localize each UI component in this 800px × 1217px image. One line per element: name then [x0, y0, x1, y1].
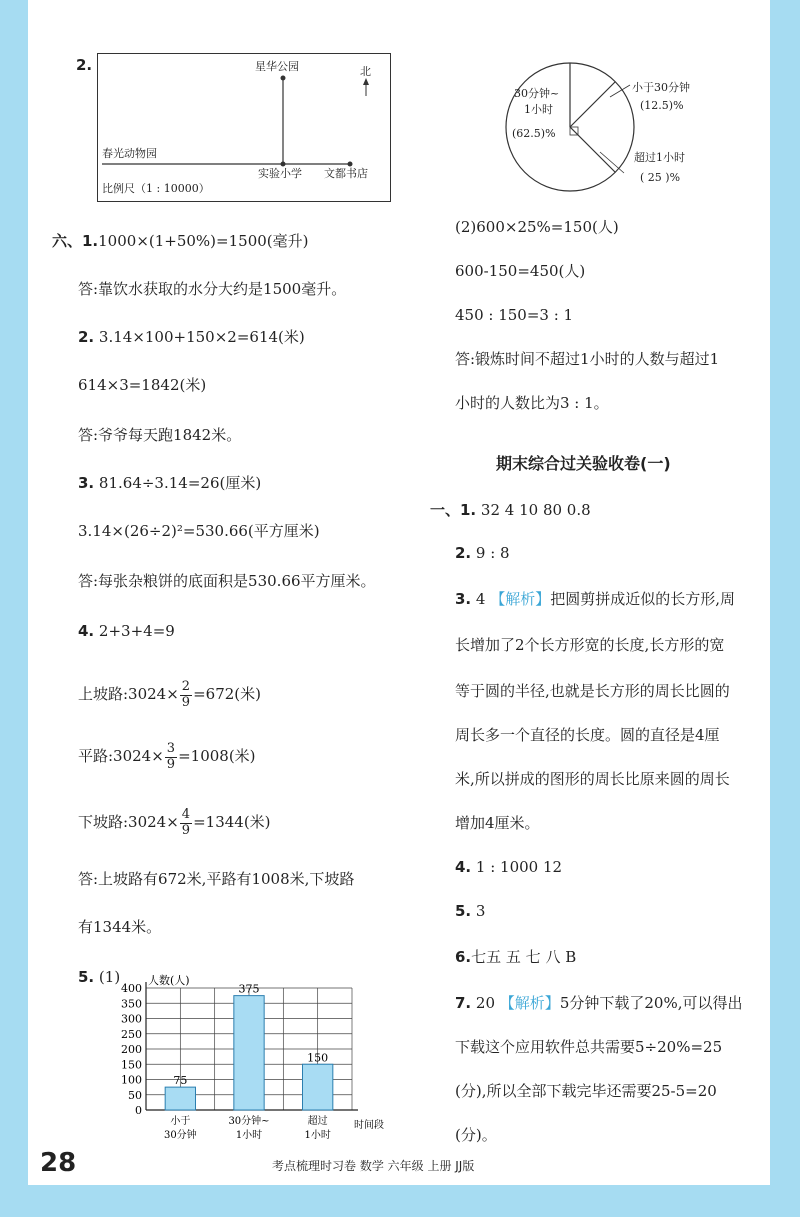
section-title: 期末综合过关验收卷(一)	[496, 454, 671, 473]
r-q3-number: 3.	[455, 590, 472, 608]
q6-1-expression: 1000×(1+50%)=1500(毫升)	[98, 232, 309, 250]
r-q6	[455, 950, 576, 965]
q6-1-number: 六、1.	[52, 232, 99, 250]
y-tick-label: 250	[121, 1027, 142, 1041]
downhill-denominator: 9	[181, 822, 191, 838]
q6-5-number: 5.	[78, 968, 95, 986]
r-q2	[455, 546, 510, 561]
map-north-label: 北	[360, 65, 371, 78]
q6-2-answer: 答:爷爷每天跑1842米。	[78, 426, 242, 444]
r-q3-line6: 增加4厘米。	[455, 814, 540, 832]
page-border-right	[766, 0, 800, 1217]
r-q7-line4: (分)。	[455, 1126, 497, 1144]
q6-2-number: 2.	[78, 328, 95, 346]
part2-line1: (2)600×25%=150(人)	[455, 218, 619, 236]
q6-2	[78, 330, 305, 345]
r-q7-answer: 20	[475, 994, 496, 1012]
y-tick-label: 350	[121, 997, 142, 1011]
bar	[165, 1087, 195, 1110]
y-tick-label: 300	[121, 1012, 142, 1026]
downhill-numerator: 4	[181, 807, 191, 823]
bar	[234, 996, 264, 1110]
part2-answer-line2: 小时的人数比为3 : 1。	[455, 394, 609, 412]
r-q3-line4: 周长多一个直径的长度。圆的直径是4厘	[455, 726, 720, 744]
r-q7-line1: 5分钟下载了20%,可以得出	[559, 994, 743, 1012]
uphill-calc	[78, 676, 261, 712]
flat-fraction	[165, 742, 177, 772]
r-q1	[430, 503, 591, 518]
uphill-prefix: 上坡路:3024×	[78, 685, 179, 703]
q6-3	[78, 476, 261, 491]
flat-prefix: 平路:3024×	[78, 747, 164, 765]
q6-4-answer-line1: 答:上坡路有672米,平路有1008米,下坡路	[78, 870, 355, 888]
q6-4	[78, 624, 175, 639]
r-q3	[455, 592, 735, 607]
pie-label-1-line1: 30分钟~	[514, 87, 560, 100]
y-axis-title: 人数(人)	[148, 974, 190, 987]
r-q3-line1: 把圆剪拼成近似的长方形,周	[550, 590, 736, 608]
category-label: 小于	[170, 1116, 191, 1127]
map-store-label: 文都书店	[324, 167, 368, 180]
flat-result: =1008(米)	[178, 747, 256, 765]
r-q3-line3: 等于圆的半径,也就是长方形的周长比圆的	[455, 682, 730, 700]
flat-denominator: 9	[166, 756, 176, 772]
downhill-result: =1344(米)	[193, 813, 271, 831]
downhill-calc	[78, 804, 271, 840]
r-q6-values: 七五 五 七 八 B	[471, 948, 577, 966]
map-zoo-label: 春光动物园	[102, 147, 157, 160]
y-tick-label: 0	[135, 1104, 142, 1117]
r-q7	[455, 996, 742, 1011]
analysis-tag-2: 【解析】	[499, 994, 560, 1012]
bar-value-label: 375	[238, 982, 260, 996]
page-border-bottom	[0, 1185, 800, 1217]
r-q3-line2: 长增加了2个长方形宽的长度,长方形的宽	[455, 636, 725, 654]
part2-line3: 450 : 150=3 : 1	[455, 306, 574, 324]
r-q5-value: 3	[475, 902, 486, 920]
category-label: 1小时	[235, 1130, 263, 1141]
category-label: 30分钟	[163, 1130, 197, 1141]
part2-answer-line1: 答:锻炼时间不超过1小时的人数与超过1	[455, 350, 720, 368]
q6-2-expression: 3.14×100+150×2=614(米)	[98, 328, 305, 346]
r-q2-values: 9 : 8	[475, 544, 510, 562]
r-q7-line3: (分),所以全部下载完毕还需要25-5=20	[455, 1082, 717, 1100]
map-scale-label: 比例尺（1 : 10000）	[102, 182, 210, 195]
q6-1	[52, 234, 309, 249]
map-park-label: 星华公园	[255, 60, 299, 73]
q6-4-number: 4.	[78, 622, 95, 640]
x-axis-title: 时间段	[354, 1120, 384, 1131]
pie-label-3-line1: 超过1小时	[634, 151, 685, 164]
r-q5-number: 5.	[455, 902, 472, 920]
flat-numerator: 3	[166, 741, 176, 757]
category-label: 30分钟~	[228, 1116, 270, 1127]
map-school-label: 实验小学	[258, 167, 302, 180]
r-q2-number: 2.	[455, 544, 472, 562]
y-tick-label: 50	[128, 1088, 142, 1102]
r-q1-number: 一、1.	[430, 501, 477, 519]
pie-label-2-line1: 小于30分钟	[632, 81, 690, 94]
r-q1-values: 32 4 10 80 0.8	[480, 501, 591, 519]
r-q4-values: 1 : 1000 12	[475, 858, 563, 876]
bar	[303, 1064, 333, 1110]
page-number: 28	[40, 1148, 77, 1178]
q6-3-number: 3.	[78, 474, 95, 492]
q6-1-answer: 答:靠饮水获取的水分大约是1500毫升。	[78, 280, 347, 298]
analysis-tag: 【解析】	[490, 590, 551, 608]
y-tick-label: 150	[121, 1058, 142, 1072]
pie-label-3-percent: ( 25 )%	[640, 171, 681, 184]
part2-line2: 600-150=450(人)	[455, 262, 586, 280]
y-tick-label: 400	[121, 982, 142, 995]
map-question-number: 2.	[76, 56, 93, 74]
q6-5-sub: (1)	[98, 968, 121, 986]
r-q4-number: 4.	[455, 858, 472, 876]
y-tick-label: 100	[121, 1073, 142, 1087]
footer-text: 考点梳理时习卷 数学 六年级 上册 JJ版	[272, 1159, 475, 1173]
r-q6-number: 6.	[455, 948, 472, 966]
y-tick-label: 200	[121, 1043, 142, 1056]
uphill-fraction	[180, 680, 192, 710]
q6-4-answer-line2: 有1344米。	[78, 918, 162, 936]
q6-3-answer: 答:每张杂粮饼的底面积是530.66平方厘米。	[78, 572, 376, 590]
uphill-result: =672(米)	[193, 685, 261, 703]
uphill-numerator: 2	[181, 679, 191, 695]
uphill-denominator: 9	[181, 694, 191, 710]
pie-label-2-percent: (12.5)%	[640, 99, 684, 112]
downhill-fraction	[180, 808, 192, 838]
q6-3-expression: 81.64÷3.14=26(厘米)	[98, 474, 262, 492]
bar-chart	[100, 966, 430, 1141]
category-label: 超过	[307, 1116, 328, 1127]
category-label: 1小时	[304, 1130, 331, 1141]
r-q3-answer: 4	[475, 590, 486, 608]
q6-2-expression-2: 614×3=1842(米)	[78, 376, 207, 394]
downhill-prefix: 下坡路:3024×	[78, 813, 179, 831]
bar-value-label: 150	[307, 1051, 329, 1065]
q6-4-expression: 2+3+4=9	[98, 622, 175, 640]
r-q7-line2: 下载这个应用软件总共需要5÷20%=25	[455, 1038, 723, 1056]
r-q7-number: 7.	[455, 994, 472, 1012]
q6-3-expression-2: 3.14×(26÷2)²=530.66(平方厘米)	[78, 522, 320, 540]
flat-calc	[78, 738, 256, 774]
r-q4	[455, 860, 562, 875]
pie-label-1-percent: (62.5)%	[512, 127, 556, 140]
r-q5	[455, 904, 485, 919]
pie-label-1-line2: 1小时	[524, 103, 553, 116]
bar-value-label: 75	[173, 1074, 188, 1088]
r-q3-line5: 米,所以拼成的图形的周长比原来圆的周长	[455, 770, 730, 788]
